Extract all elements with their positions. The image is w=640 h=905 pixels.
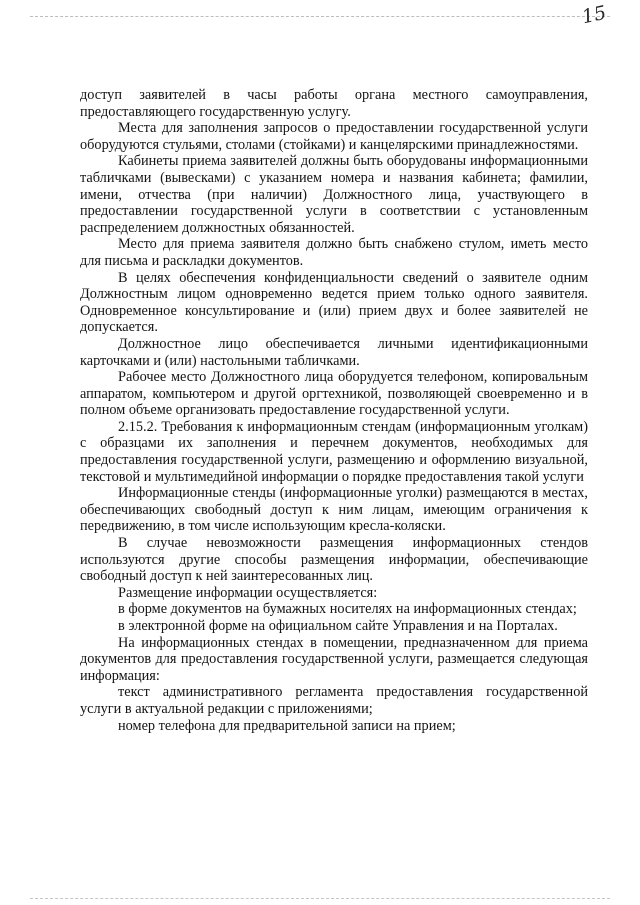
list-item-regulation-text: текст административного регламента предоставления государственной услуги в актуальной редакции с приложениями; <box>80 684 588 717</box>
paragraph-section-2-15-2: 2.15.2. Требования к информационным стендам (информационным уголкам) с образцами их заполнения и перечнем документов, необходимых для предоставления государственной услуги, размещению и оформлению визуальной, текстовой и мультимедийной информации о порядке предоставления такой услуги <box>80 418 588 485</box>
paragraph-id-cards: Должностное лицо обеспечивается личными идентификационными карточками и (или) настольными табличками. <box>80 335 588 369</box>
list-item-phone-number: номер телефона для предварительной записи на прием; <box>118 717 456 734</box>
paragraph-continuation: доступ заявителей в часы работы органа местного самоуправления, предоставляющего государственную услугу. <box>80 87 588 120</box>
list-item-paper: в форме документов на бумажных носителях на информационных стендах; <box>118 601 577 618</box>
list-item-electronic: в электронной форме на официальном сайте Управления и на Порталах. <box>118 618 558 634</box>
paragraph-placement-intro: Размещение информации осуществляется: <box>118 584 378 601</box>
scan-artifact-bottom <box>30 898 610 899</box>
page-number: 15 <box>579 1 609 29</box>
paragraph-stands-location: Информационные стенды (информационные уголки) размещаются в местах, обеспечивающих свободный доступ к ним лицам, имеющим ограничения к передвижению, в том числе использующим кресла-коляски. <box>80 485 588 535</box>
document-body <box>80 87 588 734</box>
paragraph-stands-info: На информационных стендах в помещении, предназначенном для приема документов для предоставления государственной услуги, размещается следующая информация: <box>80 634 588 684</box>
paragraph-reception-place: Место для приема заявителя должно быть снабжено стулом, иметь место для письма и раскладки документов. <box>80 236 588 269</box>
paragraph-offices: Кабинеты приема заявителей должны быть оборудованы информационными табличками (вывесками) с указанием номера и названия кабинета; фамилии, имени, отчества (при наличии) Должностного лица, участвующего в предоставлении государственной услуги в соответствии с установленным распределением должностных обязанностей. <box>80 153 588 236</box>
paragraph-confidentiality: В целях обеспечения конфиденциальности сведений о заявителе одним Должностным лицом одновременно ведется прием только одного заявителя. Одновременное консультирование и (или) прием двух и более заявителей не допускается. <box>80 269 588 336</box>
paragraph-alternative-methods: В случае невозможности размещения информационных стендов используются другие способы размещения информации, обеспечивающие свободный доступ к ней заинтересованных лиц. <box>80 535 588 585</box>
paragraph-workstation: Рабочее место Должностного лица оборудуется телефоном, копировальным аппаратом, компьютером и другой оргтехникой, позволяющей своевременно и в полном объеме организовать предоставление государственной услуги. <box>80 369 588 419</box>
scan-artifact-top <box>30 16 610 17</box>
paragraph-workplaces: Места для заполнения запросов о предоставлении государственной услуги оборудуются стульями, столами (стойками) и канцелярскими принадлежностями. <box>80 120 588 153</box>
